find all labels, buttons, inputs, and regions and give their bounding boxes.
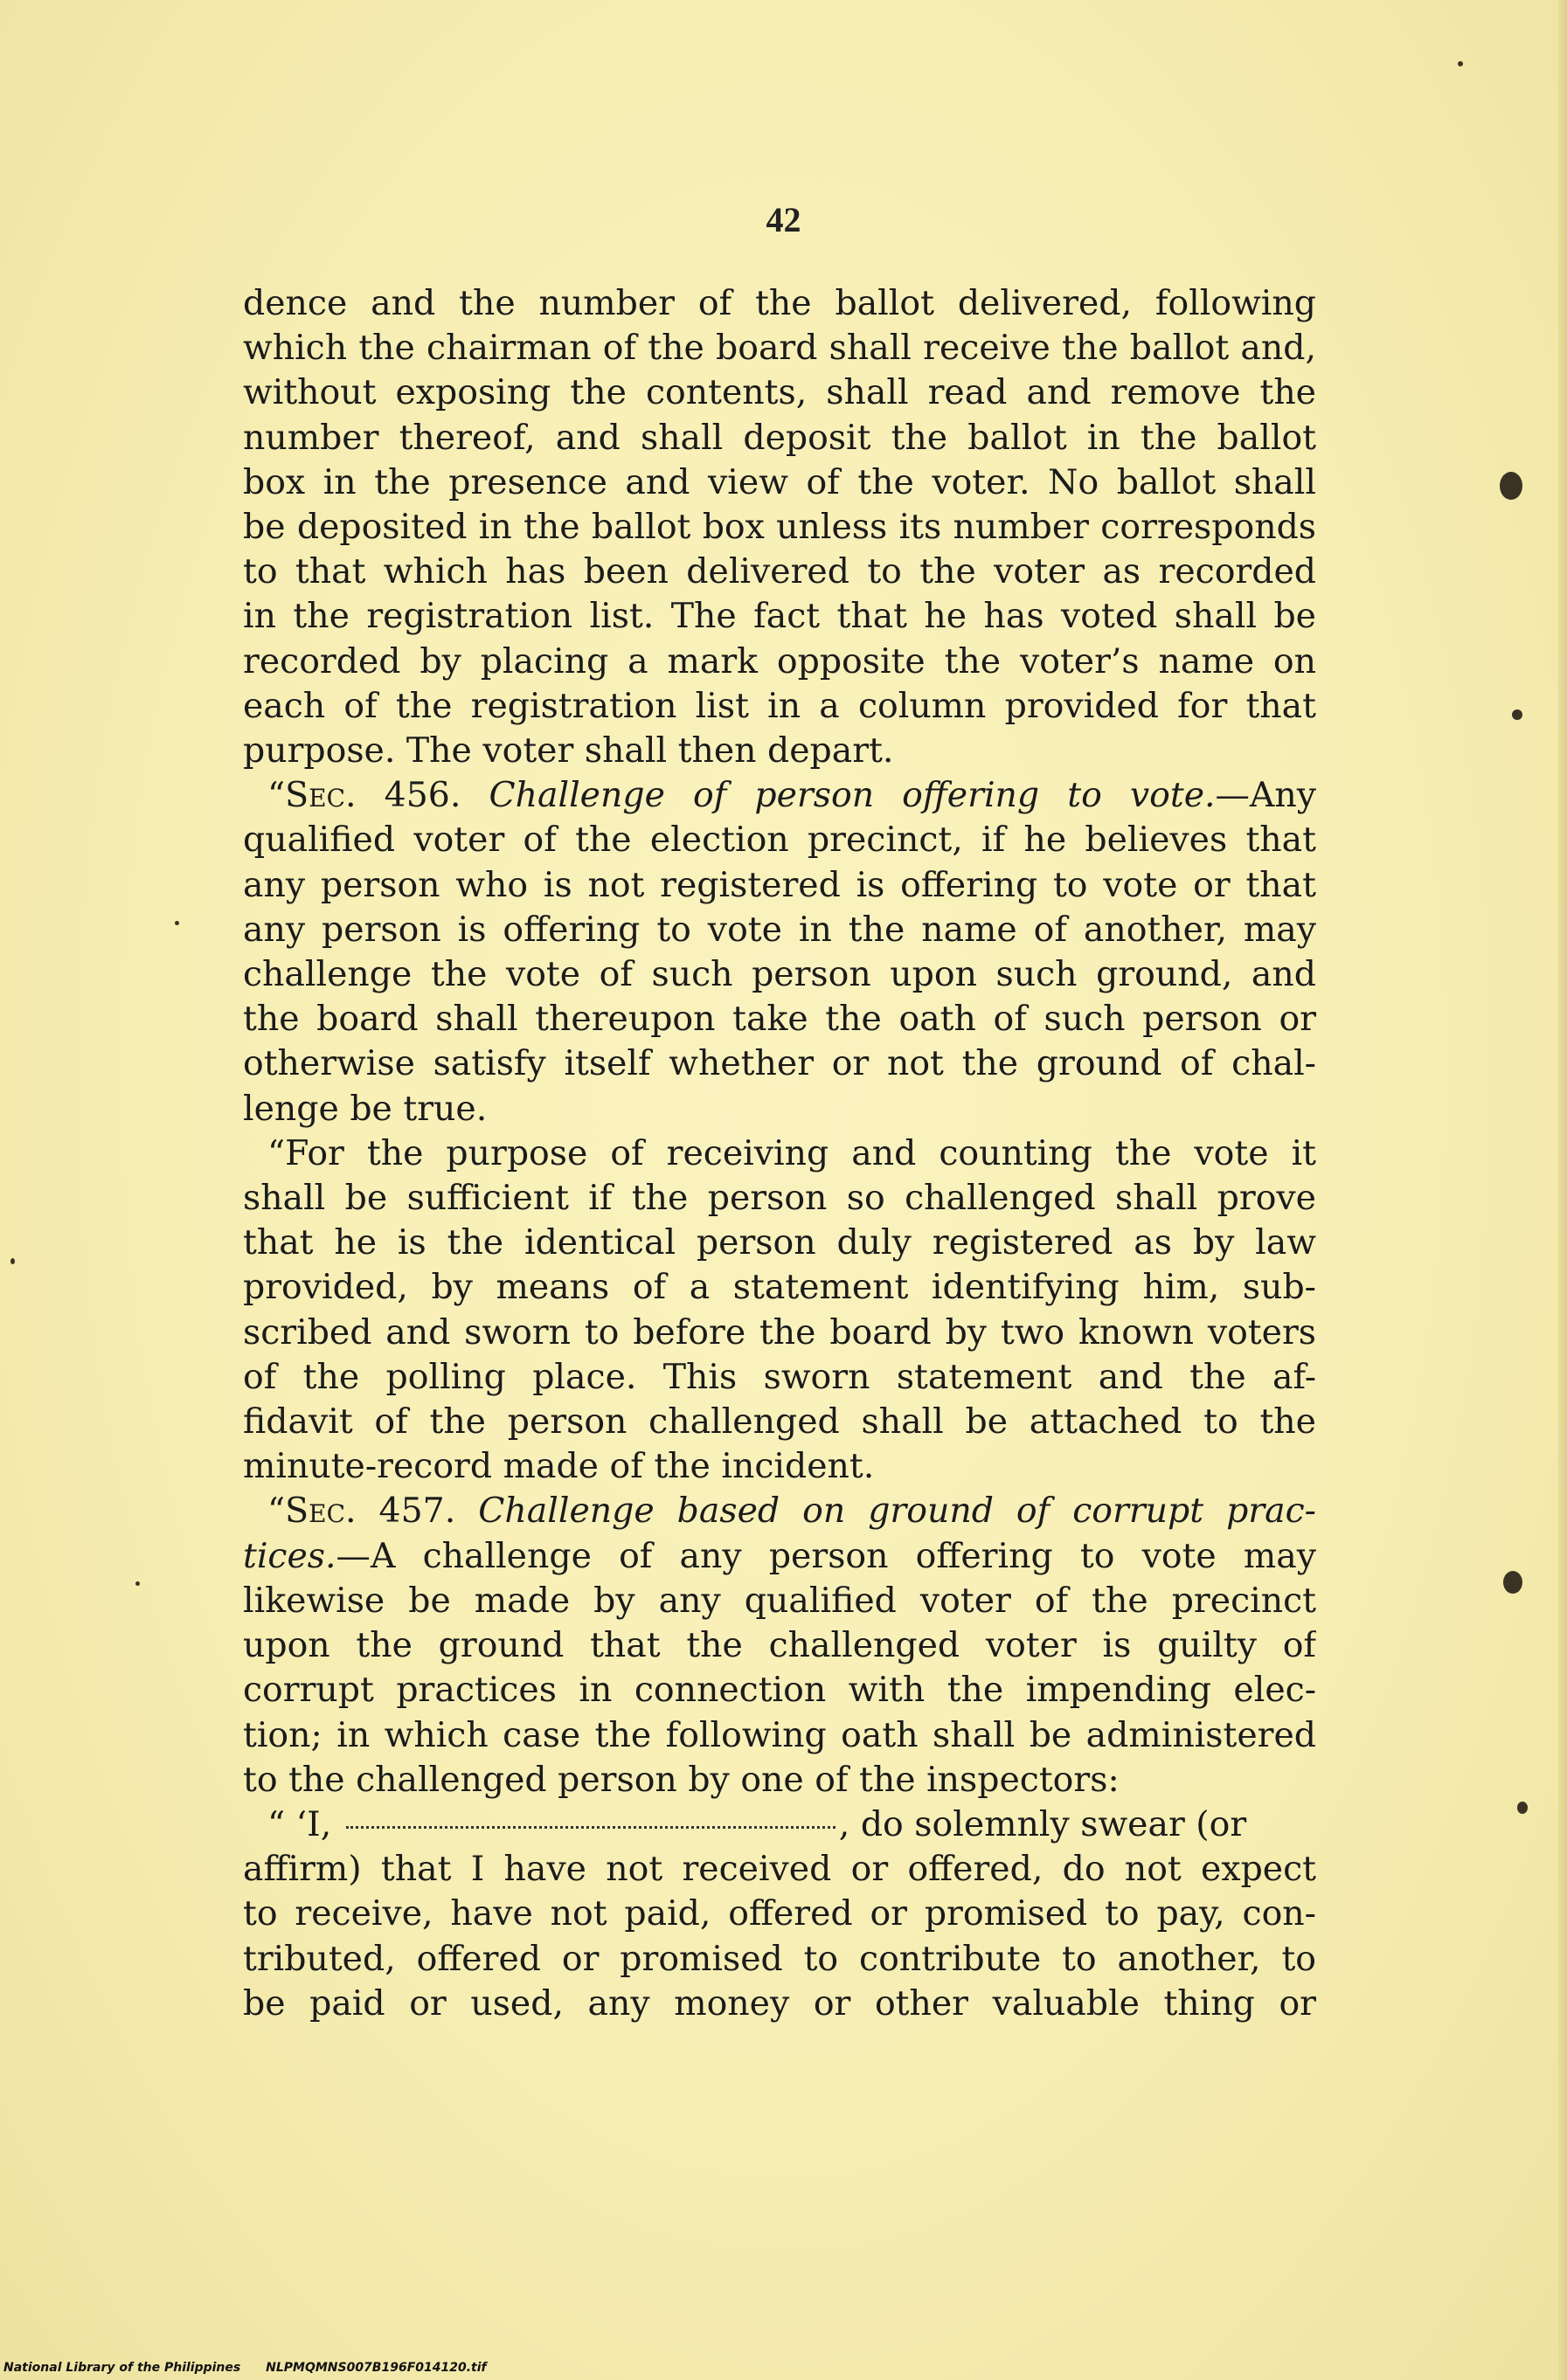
text-line: each of the registration list in a column provided for that [243, 685, 1316, 726]
section-title: Challenge of person offering to vote. [489, 775, 1216, 816]
text-line: of the polling place. This sworn statement and the af- [243, 1356, 1316, 1397]
paragraph-continuation [243, 281, 1316, 773]
text-line: purpose. The voter shall then depart. [243, 730, 894, 771]
text-line: be paid or used, any money or other valuable thing or [243, 1982, 1316, 2024]
oath-close: , do solemnly swear (or [838, 1803, 1247, 1844]
section-457 [243, 1489, 1316, 1802]
section-title: Challenge based on ground of corrupt prac- [478, 1491, 1316, 1532]
section-number: 457. [378, 1491, 456, 1532]
text-line [243, 1534, 1316, 1579]
open-quote: “ [267, 775, 286, 816]
text-line: in the registration list. The fact that he has voted shall be [243, 596, 1316, 637]
scan-footer [3, 2361, 487, 2375]
text-line: be deposited in the ballot box unless its number corresponds [243, 507, 1316, 548]
text-line: that he is the identical person duly registered as by law [243, 1222, 1316, 1263]
paper-speck [175, 921, 179, 925]
text-line: to that which has been delivered to the voter as recorded [243, 551, 1316, 592]
text-line: which the chairman of the board shall receive the ballot and, [243, 328, 1316, 369]
text-line: any person who is not registered is offering to vote or that [243, 864, 1316, 905]
text-line: without exposing the contents, shall read and remove the [243, 372, 1316, 413]
page-number: 42 [766, 200, 801, 239]
paper-speck [1503, 1571, 1522, 1594]
text-line: likewise be made by any qualified voter of the precinct [243, 1580, 1316, 1621]
section-lead-text: —Any [1215, 775, 1316, 816]
section-label: Sec. [285, 1491, 357, 1532]
text-line: minute-record made of the incident. [243, 1446, 875, 1487]
text-line: any person is offering to vote in the name of another, may [243, 909, 1316, 950]
text-line: the board shall thereupon take the oath of such person or [243, 999, 1316, 1040]
text-line: challenge the vote of such person upon such ground, and [243, 954, 1316, 995]
text-line: recorded by placing a mark opposite the voter’s name on [243, 640, 1316, 681]
text-line: otherwise satisfy itself whether or not the ground of chal- [243, 1043, 1316, 1084]
text-line: tributed, offered or promised to contribute to another, to [243, 1938, 1316, 1979]
section-label: Sec. [285, 775, 357, 816]
text-line: shall be sufficient if the person so challenged shall prove [243, 1178, 1316, 1219]
page-edge-shadow [1558, 0, 1567, 2380]
text-line: box in the presence and view of the voter. No ballot shall [243, 461, 1316, 502]
paper-speck [1512, 709, 1522, 720]
oath-text [243, 1802, 1316, 2026]
oath-opening-line [243, 1802, 1316, 1847]
text-line: provided, by means of a statement identifying him, sub- [243, 1267, 1316, 1308]
open-quote: “ [267, 1491, 286, 1532]
section-457-heading [243, 1489, 1316, 1533]
document-body [243, 281, 1316, 2026]
paper-speck [10, 1258, 15, 1264]
name-blank-line [346, 1826, 836, 1829]
text-line: to receive, have not paid, offered or promised to pay, con- [243, 1893, 1316, 1934]
section-456 [243, 773, 1316, 1131]
text-line: to the challenged person by one of the inspectors: [243, 1759, 1120, 1800]
text-line: lenge be true. [243, 1088, 488, 1129]
text-line: fidavit of the person challenged shall be attached to the [243, 1401, 1316, 1443]
text-line: upon the ground that the challenged voter is guilty of [243, 1625, 1316, 1666]
text-line: corrupt practices in connection with the impending elec- [243, 1670, 1316, 1711]
text-line: qualified voter of the election precinct, if he believes that [243, 820, 1316, 861]
scan-file-id: NLPMQMNS007B196F014120.tif [266, 2361, 487, 2375]
paper-speck [1458, 61, 1463, 66]
text-line: “For the purpose of receiving and counting the vote it [267, 1132, 1316, 1173]
paper-speck [1517, 1802, 1528, 1814]
section-lead-text: —A challenge of any person offering to vote may [336, 1535, 1316, 1576]
text-line: affirm) that I have not received or offered, do not expect [243, 1849, 1316, 1890]
paper-speck [1500, 472, 1522, 500]
text-line: tion; in which case the following oath shall be administered [243, 1714, 1316, 1755]
section-number: 456. [384, 775, 461, 816]
text-line: number thereof, and shall deposit the ballot in the ballot [243, 417, 1316, 458]
text-line: scribed and sworn to before the board by two known voters [243, 1311, 1316, 1353]
section-456-heading [243, 773, 1316, 818]
text-line: dence and the number of the ballot delivered, following [243, 283, 1316, 323]
paragraph-purpose [243, 1131, 1316, 1490]
paper-speck [135, 1581, 140, 1586]
section-title-continued: tices. [243, 1535, 336, 1576]
library-credit: National Library of the Philippines [3, 2361, 241, 2375]
oath-open: “ ‘I, [267, 1803, 332, 1844]
